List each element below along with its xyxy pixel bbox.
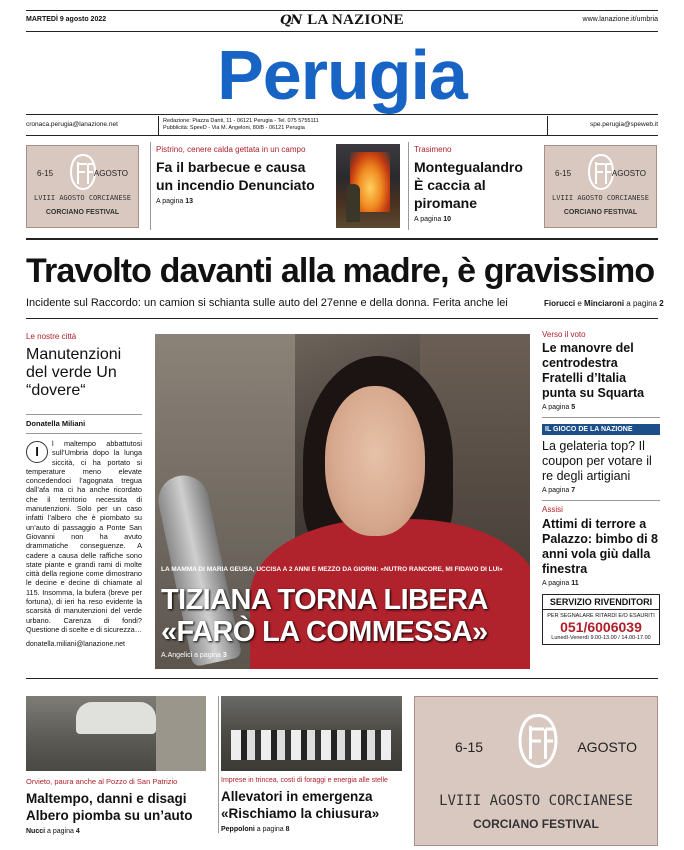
lead-photo[interactable] — [155, 334, 530, 669]
story-assisi[interactable] — [542, 500, 660, 587]
festival-month: AGOSTO — [93, 169, 128, 178]
edition-title: Perugia — [217, 36, 467, 114]
story-gelateria[interactable] — [542, 417, 660, 494]
newsroom-email[interactable]: cronaca.perugia@lanazione.net — [26, 121, 118, 128]
festival-dates: 6-15 — [455, 739, 484, 755]
story-barbecue[interactable] — [150, 142, 330, 230]
storm-photo — [26, 696, 206, 771]
page-reference: Peppoloni a pagina 8 — [221, 826, 290, 833]
main-headline[interactable]: Travolto davanti alla madre, è gravissimo — [26, 252, 655, 290]
story-kicker: Trasimeno — [414, 145, 452, 154]
festival-dates: 6-15 — [555, 169, 572, 178]
right-column — [542, 330, 660, 645]
festival-ad-right[interactable] — [544, 145, 657, 228]
divider — [26, 678, 658, 679]
story-maltempo[interactable] — [26, 696, 206, 835]
story-voto[interactable] — [542, 330, 660, 411]
story-kicker: Pistrino, cenere calda gettata in un campo — [156, 145, 306, 154]
website-link[interactable]: www.lanazione.it/umbria — [582, 16, 658, 23]
column-body — [26, 433, 142, 648]
address-line: Pubblicità: SpeeD - Via M. Angeloni, 80/B - 06121 Perugia — [163, 125, 305, 131]
fire-photo — [336, 144, 400, 228]
photo-headline[interactable]: «FARÒ LA COMMESSA» — [161, 616, 488, 648]
photo-page-reference: A.Angelici a pagina 3 — [161, 652, 227, 659]
festival-month: AGOSTO — [577, 739, 637, 755]
story-headline[interactable]: Le manovre del centrodestra Fratelli d’Italia punta su Squarta — [542, 341, 645, 400]
story-piromane[interactable] — [408, 142, 536, 230]
service-hours: Lunedì-Venerdì 9.00-13.00 / 14.00-17.00 — [551, 635, 651, 641]
story-headline[interactable]: Allevatori in emergenza «Rischiamo la chiusura» — [221, 789, 380, 821]
page-reference: A pagina 7 — [542, 487, 576, 494]
page-reference: A pagina 11 — [542, 580, 579, 587]
festival-name: CORCIANO FESTIVAL — [563, 209, 638, 216]
service-phone[interactable]: 051/6006039 — [560, 619, 642, 635]
festival-month: AGOSTO — [611, 169, 646, 178]
service-box — [542, 594, 660, 645]
page-reference: A pagina 13 — [156, 198, 193, 205]
cattle-graphic — [231, 730, 391, 760]
service-subtitle: PER SEGNALARE RITARDI E/O ESAURITI — [547, 613, 655, 619]
la-nazione-logo: LA NAZIONE — [307, 12, 404, 28]
story-headline[interactable]: Fa il barbecue e causa un incendio Denunciato — [156, 159, 315, 193]
building-graphic — [156, 696, 206, 771]
divider — [26, 238, 658, 240]
festival-ad-left[interactable] — [26, 145, 139, 228]
photo-headline[interactable]: TIZIANA TORNA LIBERA — [161, 584, 488, 616]
editorial-column — [26, 330, 142, 648]
address-block — [158, 116, 548, 136]
festival-logo-icon — [514, 709, 562, 773]
story-headline[interactable]: Maltempo, danni e disagi Albero piomba su un’auto — [26, 791, 193, 823]
page-reference: A pagina 10 — [414, 216, 451, 223]
page-reference: A pagina 5 — [542, 404, 576, 411]
dropcap: I — [26, 441, 48, 463]
photo-subject-face — [325, 386, 425, 536]
main-subhead: Incidente sul Raccordo: un camion si schianta sulle auto del 27enne e della donna. Ferita anche lei — [26, 297, 508, 309]
story-headline[interactable]: La gelateria top? Il coupon per votare il re degli artigiani — [542, 439, 652, 483]
column-kicker: Le nostre città — [26, 332, 77, 341]
newspaper-brand[interactable] — [280, 12, 404, 29]
column-headline[interactable]: Manutenzioni del verde Un “dovere“ — [26, 346, 122, 399]
festival-edition: LVIII AGOSTO CORCIANESE — [439, 793, 633, 809]
column-author: Donatella Miliani — [26, 414, 142, 428]
section-bar: IL GIOCO DE LA NAZIONE — [542, 424, 660, 435]
festival-edition: LVIII AGOSTO CORCIANESE — [552, 194, 649, 202]
festival-name: CORCIANO FESTIVAL — [45, 209, 120, 216]
story-kicker: Assisi — [542, 505, 563, 514]
masthead-top-bar — [26, 10, 658, 32]
story-kicker: Imprese in trincea, costi di foraggi e energia alle stelle — [221, 777, 388, 784]
festival-name: CORCIANO FESTIVAL — [473, 817, 599, 831]
car-graphic — [76, 702, 156, 734]
festival-edition: LVIII AGOSTO CORCIANESE — [34, 194, 131, 202]
divider — [26, 318, 658, 319]
cattle-photo — [221, 696, 402, 771]
firefighter-graphic — [346, 184, 360, 222]
service-title: SERVIZIO RIVENDITORI — [543, 595, 659, 610]
photo-kicker: LA MAMMA DI MARIA GEUSA, UCCISA A 2 ANNI E MEZZO DA GIORNI: «NUTRO RANCORE, MI FIDAVO DI LUI» — [161, 566, 503, 573]
main-page-reference: Fiorucci e Minciaroni a pagina 2 — [544, 299, 664, 308]
advertising-email[interactable]: spe.perugia@speweb.it — [589, 121, 658, 128]
festival-ad-large[interactable] — [414, 696, 658, 846]
page-reference: Nucci a pagina 4 — [26, 828, 80, 835]
address-line: Redazione: Piazza Danti, 11 - 06121 Perugia - Tel. 075 5755111 — [163, 118, 319, 124]
story-kicker: Verso il voto — [542, 330, 586, 339]
qn-logo: QN — [280, 13, 302, 28]
story-kicker: Orvieto, paura anche al Pozzo di San Patrizio — [26, 777, 178, 786]
column-text: l maltempo abbattutosi sull’Umbria dopo la lunga siccità, ci ha portato si temperature meno elevate concedendoci l’agognata tregua dall’afa ma ci ha anche ricordato che il territorio necessita di manutenzioni. Solo per un caso infatti l’albero che è piombato su un’auto di passaggio a Ponte San Giovanni non ha avuto drammatiche conseguenze. A cadere a causa delle raffiche sono state piante e grandi rami di molte città della regione come dimostrano le decine e decine di chiamate al 115. Insomma, la bufera (breve per fortuna), di ieri ha reso evidente la scarsità di manutenzioni del verde urbano. Carenza di fondi? Questione di scelte e di sicurezza… — [26, 439, 142, 634]
story-headline[interactable]: Montegualandro È caccia al piromane — [414, 159, 523, 211]
story-headline[interactable]: Attimi di terrore a Palazzo: bimbo di 8 anni vola giù dalla finestra — [542, 517, 658, 576]
festival-dates: 6-15 — [37, 169, 54, 178]
column-email[interactable]: donatella.miliani@lanazione.net — [26, 641, 125, 649]
story-allevatori[interactable] — [218, 696, 402, 833]
edition-date: MARTEDÌ 9 agosto 2022 — [26, 16, 107, 23]
contact-bar — [26, 114, 658, 136]
